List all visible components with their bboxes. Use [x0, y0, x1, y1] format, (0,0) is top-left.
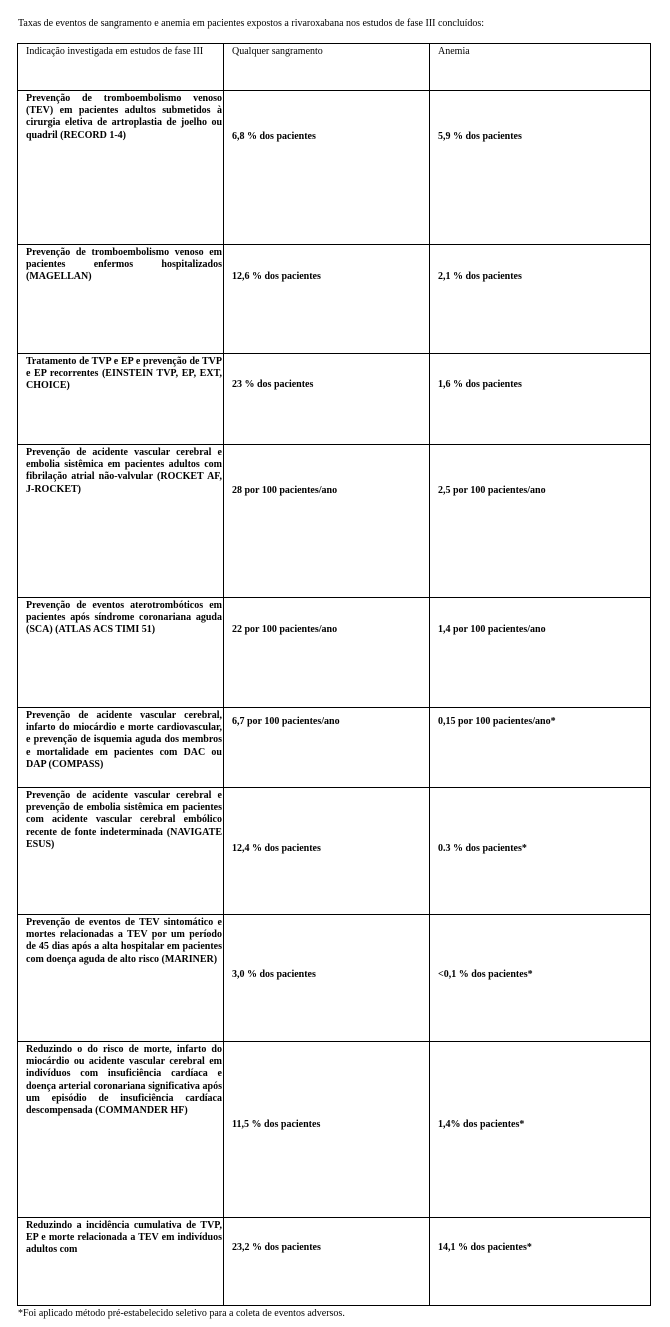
bleeding-cell: 11,5 % dos pacientes [224, 1042, 430, 1218]
table-row [18, 91, 651, 245]
indication-cell: Tratamento de TVP e EP e prevenção de TVP e EP recorrentes (EINSTEIN TVP, EP, EXT, CHOICE) [18, 354, 224, 445]
table-row [18, 445, 651, 598]
anemia-cell: 1,4 por 100 pacientes/ano [430, 598, 651, 708]
anemia-cell: 5,9 % dos pacientes [430, 91, 651, 245]
table-row [18, 1218, 651, 1306]
indication-cell: Prevenção de acidente vascular cerebral e prevenção de embolia sistêmica em pacientes com acidente vascular cerebral embólico recente de fonte indeterminada (NAVIGATE ESUS) [18, 788, 224, 915]
indication-cell: Prevenção de tromboembolismo venoso em pacientes enfermos hospitalizados (MAGELLAN) [18, 245, 224, 354]
anemia-cell: <0,1 % dos pacientes* [430, 915, 651, 1042]
anemia-cell: 2,5 por 100 pacientes/ano [430, 445, 651, 598]
bleeding-cell: 6,8 % dos pacientes [224, 91, 430, 245]
bleeding-cell: 23,2 % dos pacientes [224, 1218, 430, 1306]
table-caption: Taxas de eventos de sangramento e anemia em pacientes expostos a rivaroxabana nos estudos de fase III concluídos: [18, 18, 485, 29]
table-row [18, 598, 651, 708]
bleeding-cell: 22 por 100 pacientes/ano [224, 598, 430, 708]
bleeding-cell: 6,7 por 100 pacientes/ano [224, 708, 430, 788]
anemia-cell: 0,15 por 100 pacientes/ano* [430, 708, 651, 788]
indication-cell: Reduzindo o do risco de morte, infarto do miocárdio ou acidente vascular cerebral em indivíduos com insuficiência cardíaca e doença arterial coronariana significativa após um episódio de insuficiência cardíaca descompensada (COMMANDER HF) [18, 1042, 224, 1218]
header-cell-anemia: Anemia [430, 44, 651, 91]
anemia-cell: 0.3 % dos pacientes* [430, 788, 651, 915]
indication-cell: Prevenção de eventos de TEV sintomático e mortes relacionadas a TEV por um período de 45 dias após a alta hospitalar em pacientes com doença aguda de alto risco (MARINER) [18, 915, 224, 1042]
table-row [18, 915, 651, 1042]
bleeding-anemia-table [17, 43, 651, 1306]
indication-cell: Prevenção de acidente vascular cerebral e embolia sistêmica em pacientes adultos com fibrilação atrial não-valvular (ROCKET AF, J-ROCKET) [18, 445, 224, 598]
anemia-cell: 1,6 % dos pacientes [430, 354, 651, 445]
header-cell-bleeding: Qualquer sangramento [224, 44, 430, 91]
table-row [18, 354, 651, 445]
header-cell-indication: Indicação investigada em estudos de fase III [18, 44, 224, 91]
bleeding-cell: 28 por 100 pacientes/ano [224, 445, 430, 598]
table-header-row [18, 44, 651, 91]
anemia-cell: 2,1 % dos pacientes [430, 245, 651, 354]
bleeding-cell: 12,4 % dos pacientes [224, 788, 430, 915]
table-row [18, 1042, 651, 1218]
indication-cell: Reduzindo a incidência cumulativa de TVP, EP e morte relacionada a TEV em indivíduos adultos com [18, 1218, 224, 1306]
bleeding-cell: 23 % dos pacientes [224, 354, 430, 445]
table-row [18, 788, 651, 915]
table-row [18, 708, 651, 788]
indication-cell: Prevenção de eventos aterotrombóticos em pacientes após síndrome coronariana aguda (SCA) (ATLAS ACS TIMI 51) [18, 598, 224, 708]
anemia-cell: 14,1 % dos pacientes* [430, 1218, 651, 1306]
table-row [18, 245, 651, 354]
anemia-cell: 1,4% dos pacientes* [430, 1042, 651, 1218]
indication-cell: Prevenção de tromboembolismo venoso (TEV) em pacientes adultos submetidos à cirurgia eletiva de artroplastia de joelho ou quadril (RECORD 1-4) [18, 91, 224, 245]
footnote: *Foi aplicado método pré-estabelecido seletivo para a coleta de eventos adversos. [18, 1308, 345, 1319]
indication-cell: Prevenção de acidente vascular cerebral, infarto do miocárdio e morte cardiovascular, e prevenção de isquemia aguda dos membros e mortalidade em pacientes com DAC ou DAP (COMPASS) [18, 708, 224, 788]
bleeding-cell: 12,6 % dos pacientes [224, 245, 430, 354]
bleeding-cell: 3,0 % dos pacientes [224, 915, 430, 1042]
